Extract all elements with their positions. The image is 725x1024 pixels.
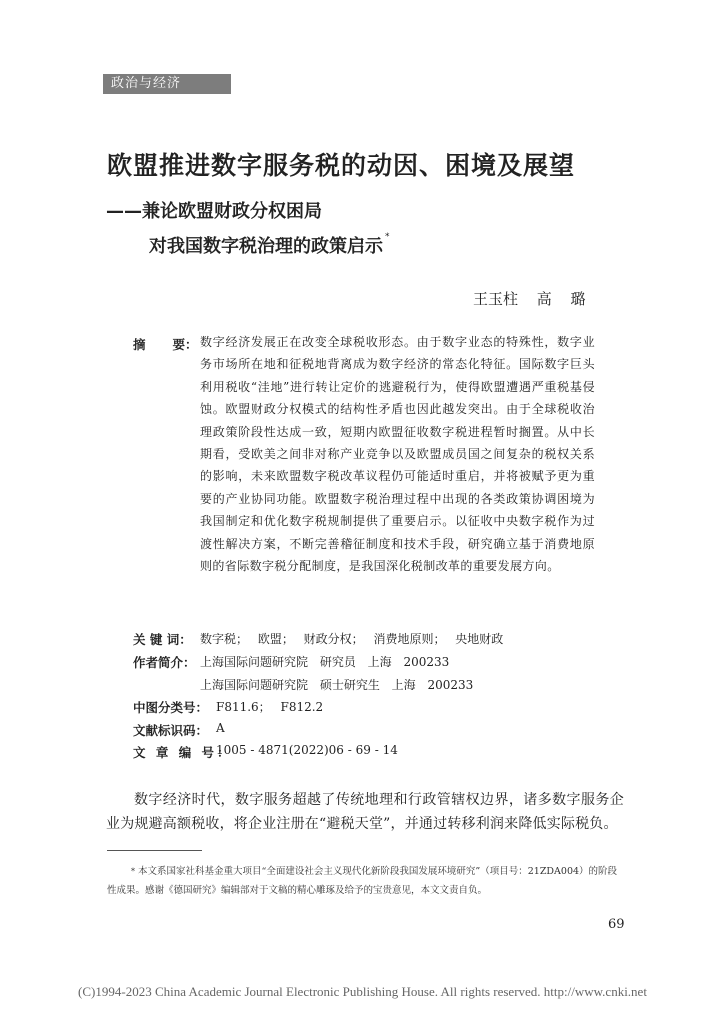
footnote-mark: * [131, 867, 135, 876]
author-info-line2: 上海国际问题研究院 硕士研究生 上海 200233 [200, 678, 474, 692]
abstract-label [133, 335, 198, 353]
abstract-label-a: 摘 [133, 337, 146, 352]
body-paragraph: 数字经济时代，数字服务超越了传统地理和行政管辖权边界，诸多数字服务企业为规避高额税收，将企业注册在“避税天堂”，并通过转移利润来降低实际税负。 [106, 792, 624, 832]
article-title: 欧盟推进数字服务税的动因、困境及展望 [107, 151, 576, 180]
article-subtitle-line1: ——兼论欧盟财政分权困局 [106, 201, 322, 222]
keywords-text: 数字税； 欧盟； 财政分权； 消费地原则； 央地财政 [200, 632, 504, 646]
article-subtitle-line2 [149, 232, 390, 258]
page-number: 69 [608, 917, 625, 932]
classification-text: F811.6； F812.2 [216, 700, 324, 714]
classification-label: 中图分类号： [133, 700, 209, 715]
doc-code-label: 文献标识码： [133, 723, 209, 738]
subtitle-footnote-mark: * [385, 232, 390, 242]
author-info-line1: 上海国际问题研究院 研究员 上海 200233 [200, 655, 450, 669]
footnote [107, 862, 625, 900]
article-number-label: 文 章 编 号： [133, 745, 233, 760]
authors: 王玉柱 高 璐 [473, 290, 586, 308]
footnote-text: 本文系国家社科基金重大项目“全面建设社会主义现代化新阶段我国发展环境研究”（项目号：21ZDA004）的阶段性成果。感谢《德国研究》编辑部对于文稿的精心雕琢及给予的宝贵意见，本文文责自负。 [107, 866, 618, 896]
author-info-label: 作者简介： [133, 655, 196, 670]
keywords-label: 关 键 词： [133, 632, 192, 647]
article-number-text: 1005 - 4871(2022)06 - 69 - 14 [216, 743, 398, 757]
section-tag: 政治与经济 [103, 74, 231, 94]
subtitle-line2-text: 对我国数字税治理的政策启示 [149, 236, 383, 257]
footnote-divider [107, 850, 202, 851]
abstract-label-b: 要： [172, 337, 198, 352]
doc-code-text: A [216, 721, 225, 735]
abstract-text: 数字经济发展正在改变全球税收形态。由于数字业态的特殊性，数字业务市场所在地和征税地背离成为数字经济的常态化特征。国际数字巨头利用税收“洼地”进行转让定价的逃避税行为，使得欧盟遭遇严重税基侵蚀。欧盟财政分权模式的结构性矛盾也因此越发突出。由于全球税收治理政策阶段性达成一致，短期内欧盟征收数字税进程暂时搁置。从中长期看，受欧美之间非对称产业竞争以及欧盟成员国之间复杂的税权关系的影响，未来欧盟数字税改革议程仍可能适时重启，并将被赋予更为重要的产业协同功能。欧盟数字税治理过程中出现的各类政策协调困境为我国制定和优化数字税规制提供了重要启示。以征收中央数字税作为过渡性解决方案，不断完善稽征制度和技术手段，研究确立基于消费地原则的省际数字税分配制度，是我国深化税制改革的重要发展方向。 [200, 335, 595, 574]
copyright-notice: (C)1994-2023 China Academic Journal Electronic Publishing House. All rights reserved. http://www.cnki.net [78, 984, 647, 999]
